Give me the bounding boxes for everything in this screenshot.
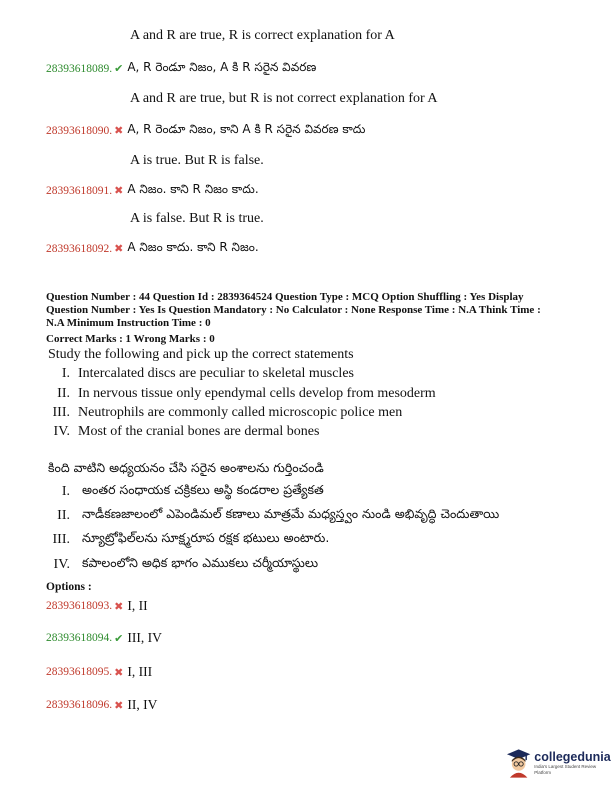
- check-icon: ✔: [114, 62, 124, 75]
- prev-option-4-row[interactable]: [46, 240, 259, 257]
- option-id: 28393618093.: [46, 600, 113, 612]
- option-4-row[interactable]: [46, 697, 157, 713]
- option-2-label: III, IV: [127, 630, 162, 645]
- cross-icon: ✖: [114, 599, 124, 613]
- prev-option-1-telugu: A, R రెండూ నిజం, A కి R సరైన వివరణ: [127, 60, 317, 74]
- question-meta-line-2: Question Number : Yes Is Question Mandatory : No Calculator : None Response Time : N.A Think Time :: [46, 304, 541, 316]
- question-meta-line-1: Question Number : 44 Question Id : 2839364524 Question Type : MCQ Option Shuffling : Yes Display: [46, 291, 524, 303]
- statement-en-3: [40, 405, 402, 421]
- statement-text: In nervous tissue only ependymal cells develop from mesoderm: [78, 386, 436, 401]
- options-heading: Options :: [46, 581, 92, 593]
- option-id: 28393618092.: [46, 242, 113, 255]
- prev-option-1-row[interactable]: [46, 60, 316, 77]
- option-id: 28393618091.: [46, 184, 113, 197]
- statement-text: నాడీకణజాలంలో ఎపెండిమల్ కణాలు మాత్రమే మధ్యస్త్వం నుండి అభివృద్ధి చెందుతాయి: [82, 506, 500, 521]
- cross-icon: ✖: [114, 698, 124, 712]
- question-meta-line-3: N.A Minimum Instruction Time : 0: [46, 317, 211, 329]
- statement-number: IV.: [53, 556, 70, 572]
- statement-text: Intercalated discs are peculiar to skeletal muscles: [78, 366, 354, 381]
- option-1-row[interactable]: [46, 598, 148, 614]
- brand-tagline: India's Largest Student Review Platform: [534, 763, 597, 775]
- prev-option-2-telugu: A, R రెండూ నిజం, కాని A కి R సరైన వివరణ కాదు: [127, 122, 366, 136]
- option-id: 28393618096.: [46, 699, 113, 711]
- prev-option-4-telugu: A నిజం కాదు. కాని R నిజం.: [127, 240, 259, 254]
- statement-number: II.: [57, 507, 70, 523]
- statement-number: IV.: [53, 424, 70, 439]
- prev-option-2-row[interactable]: [46, 122, 365, 139]
- statement-text: న్యూట్రోఫిల్‌లను సూక్ష్మరూప రక్షక భటులు అంటారు.: [82, 530, 330, 545]
- statement-te-2: [40, 506, 499, 525]
- statement-number: II.: [57, 386, 70, 401]
- statement-en-4: [40, 424, 319, 440]
- brand-name: collegedunia: [534, 749, 611, 764]
- statement-text: అంతర సంధాయక చక్రికలు అస్థి కండరాల ప్రత్యేకత: [82, 482, 324, 497]
- prev-option-3-row[interactable]: [46, 182, 259, 199]
- collegedunia-logo: [506, 748, 612, 778]
- option-2-row[interactable]: [46, 630, 162, 646]
- option-id: 28393618089.: [46, 62, 113, 75]
- prev-option-3-telugu: A నిజం. కాని R నిజం కాదు.: [127, 182, 259, 196]
- option-1-label: I, II: [127, 598, 148, 613]
- cross-icon: ✖: [114, 665, 124, 679]
- statement-te-4: [40, 555, 318, 574]
- option-id: 28393618095.: [46, 666, 113, 678]
- statement-number: I.: [61, 366, 70, 381]
- graduate-avatar-icon: [506, 748, 531, 778]
- statement-text: కపాలంలోని అధిక భాగం ఎముకలు చర్మీయాస్థులు: [82, 555, 319, 570]
- prev-option-2-english: A and R are true, but R is not correct explanation for A: [130, 91, 438, 106]
- statement-text: Neutrophils are commonly called microscopic police men: [78, 405, 403, 420]
- question-prompt-english: Study the following and pick up the correct statements: [48, 347, 354, 362]
- option-3-label: I, III: [127, 664, 153, 679]
- question-marks: Correct Marks : 1 Wrong Marks : 0: [46, 333, 215, 345]
- statement-en-2: [40, 386, 436, 402]
- cross-icon: ✖: [114, 242, 124, 255]
- prev-option-3-english: A is true. But R is false.: [130, 153, 264, 168]
- option-id: 28393618090.: [46, 124, 113, 137]
- statement-text: Most of the cranial bones are dermal bones: [78, 424, 320, 439]
- option-id: 28393618094.: [46, 632, 113, 644]
- statement-te-1: [40, 482, 324, 501]
- cross-icon: ✖: [114, 184, 124, 197]
- statement-te-3: [40, 530, 329, 549]
- prev-option-1-english: A and R are true, R is correct explanation for A: [130, 28, 395, 43]
- check-icon: ✔: [114, 631, 124, 645]
- statement-number: I.: [61, 483, 70, 499]
- statement-en-1: [40, 366, 354, 382]
- prev-option-4-english: A is false. But R is true.: [130, 211, 264, 226]
- option-3-row[interactable]: [46, 664, 152, 680]
- statement-number: III.: [52, 405, 70, 420]
- option-4-label: II, IV: [127, 697, 158, 712]
- cross-icon: ✖: [114, 124, 124, 137]
- question-prompt-telugu: కింది వాటిని అధ్యయనం చేసి సరైన అంశాలను గుర్తించండి: [48, 460, 324, 475]
- statement-number: III.: [52, 531, 70, 547]
